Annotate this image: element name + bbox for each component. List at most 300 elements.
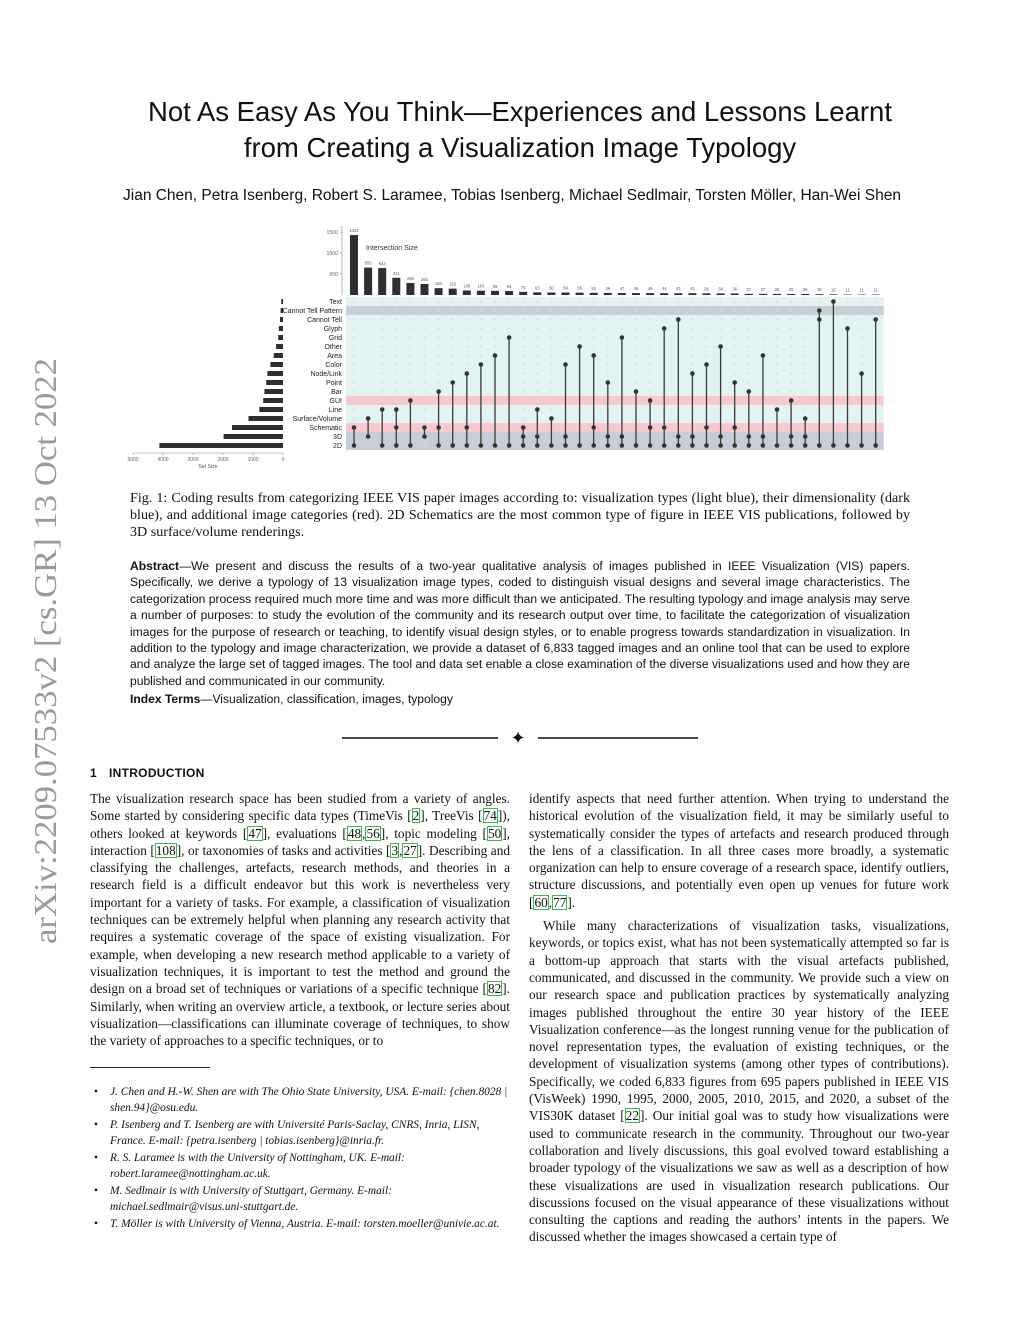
matrix-dot-filled	[563, 434, 568, 439]
intersection-bar-label: 103	[477, 283, 485, 289]
matrix-dot-empty	[649, 363, 651, 365]
matrix-dot-filled	[704, 443, 709, 448]
matrix-dot-empty	[494, 300, 496, 302]
matrix-dot-filled	[465, 425, 470, 430]
intersection-bar-label: 43	[675, 286, 681, 292]
intersection-bar	[787, 294, 795, 295]
matrix-dot-empty	[367, 408, 369, 410]
matrix-dot-empty	[607, 372, 609, 374]
matrix-dot-empty	[691, 318, 693, 320]
intersection-bar-label: 99	[492, 283, 498, 289]
matrix-dot-empty	[776, 354, 778, 356]
citation-link[interactable]: 47	[248, 825, 262, 841]
text-run: The visualization research space has been studied from a variety of angles. Some started by considering specific data types (TimeVis [	[90, 791, 510, 824]
matrix-dot-filled	[690, 371, 695, 376]
matrix-dot-filled	[620, 443, 625, 448]
matrix-dot-filled	[422, 425, 427, 430]
matrix-dot-filled	[775, 407, 780, 412]
matrix-dot-filled	[422, 434, 427, 439]
matrix-dot-empty	[748, 381, 750, 383]
matrix-row-bg	[346, 297, 884, 306]
intersection-bar-label: 44	[661, 286, 667, 292]
matrix-dot-empty	[564, 336, 566, 338]
matrix-dot-empty	[466, 309, 468, 311]
matrix-dot-empty	[508, 300, 510, 302]
footnote-item: • P. Isenberg and T. Isenberg are with Université Paris-Saclay, CNRS, Inria, LISN, France. E-mail: {petra.isenberg | tobias.isenberg}@inria.fr.	[90, 1118, 515, 1149]
matrix-dot-filled	[859, 443, 864, 448]
set-size-bar	[280, 317, 283, 322]
matrix-dot-empty	[367, 381, 369, 383]
matrix-dot-empty	[635, 354, 637, 356]
matrix-dot-empty	[423, 300, 425, 302]
matrix-dot-filled	[718, 443, 723, 448]
matrix-dot-empty	[466, 318, 468, 320]
intersection-bar-label: 655	[364, 260, 372, 266]
matrix-dot-empty	[381, 399, 383, 401]
matrix-dot-empty	[579, 309, 581, 311]
matrix-dot-empty	[649, 327, 651, 329]
matrix-dot-empty	[395, 381, 397, 383]
matrix-dot-empty	[381, 327, 383, 329]
intersection-bar-label: 25	[802, 286, 808, 292]
matrix-dot-empty	[423, 417, 425, 419]
matrix-dot-empty	[734, 354, 736, 356]
intersection-bar-label: 411	[392, 270, 400, 276]
matrix-dot-filled	[591, 425, 596, 430]
matrix-dot-empty	[423, 309, 425, 311]
intersection-bar	[547, 292, 555, 295]
matrix-row-bg	[346, 405, 884, 414]
matrix-dot-empty	[381, 363, 383, 365]
matrix-dot-empty	[607, 327, 609, 329]
matrix-dot-filled	[521, 434, 526, 439]
upset-figure	[125, 220, 910, 480]
citation-link[interactable]: 77	[553, 894, 567, 910]
matrix-dot-filled	[563, 443, 568, 448]
matrix-dot-empty	[409, 300, 411, 302]
matrix-dot-filled	[408, 443, 413, 448]
set-size-bar	[159, 443, 283, 448]
intersection-bar	[463, 290, 471, 295]
matrix-dot-empty	[861, 327, 863, 329]
intersection-bar	[519, 292, 527, 295]
set-size-bar	[276, 344, 283, 349]
matrix-dot-empty	[734, 363, 736, 365]
footnote-item: • R. S. Laramee is with the University of Nottingham, UK. E-mail: robert.laramee@nottingham.ac.uk.	[90, 1151, 515, 1182]
matrix-dot-empty	[564, 345, 566, 347]
matrix-dot-empty	[423, 390, 425, 392]
matrix-dot-empty	[423, 372, 425, 374]
matrix-dot-filled	[436, 443, 441, 448]
matrix-row-bg	[346, 342, 884, 351]
matrix-dot-empty	[522, 399, 524, 401]
upset-chart	[125, 220, 910, 480]
matrix-dot-filled	[591, 353, 596, 358]
intersection-bar-label: 26	[774, 286, 780, 292]
matrix-dot-filled	[380, 407, 385, 412]
matrix-dot-empty	[536, 372, 538, 374]
matrix-dot-empty	[720, 318, 722, 320]
matrix-dot-empty	[381, 300, 383, 302]
matrix-dot-filled	[436, 425, 441, 430]
intersection-bar	[576, 293, 584, 295]
title-line-2: from Creating a Visualization Image Typology	[243, 132, 797, 163]
matrix-dot-empty	[691, 345, 693, 347]
matrix-dot-empty	[452, 345, 454, 347]
matrix-dot-filled	[747, 434, 752, 439]
matrix-dot-empty	[522, 336, 524, 338]
set-size-bar	[281, 299, 283, 304]
intersection-title: Intersection Size	[366, 245, 418, 252]
matrix-dot-empty	[353, 354, 355, 356]
matrix-dot-empty	[438, 336, 440, 338]
section-heading	[90, 766, 205, 780]
matrix-dot-empty	[353, 417, 355, 419]
matrix-row-bg	[346, 324, 884, 333]
matrix-dot-filled	[732, 380, 737, 385]
matrix-dot-empty	[466, 336, 468, 338]
matrix-dot-empty	[466, 363, 468, 365]
set-label: Other	[324, 343, 342, 351]
matrix-dot-empty	[705, 354, 707, 356]
matrix-dot-empty	[480, 318, 482, 320]
matrix-dot-empty	[762, 309, 764, 311]
matrix-dot-empty	[367, 336, 369, 338]
matrix-dot-filled	[704, 425, 709, 430]
matrix-dot-empty	[776, 399, 778, 401]
matrix-dot-empty	[734, 336, 736, 338]
matrix-dot-empty	[593, 327, 595, 329]
matrix-dot-empty	[395, 336, 397, 338]
matrix-dot-empty	[804, 408, 806, 410]
matrix-dot-filled	[873, 443, 878, 448]
footnote-item: • J. Chen and H.-W. Shen are with The Ohio State University, USA. E-mail: {chen.8028 | shen.94}@osu.edu.	[90, 1085, 515, 1116]
matrix-dot-filled	[648, 443, 653, 448]
matrix-dot-filled	[831, 299, 836, 304]
matrix-dot-empty	[367, 300, 369, 302]
matrix-row-bg	[346, 387, 884, 396]
matrix-dot-filled	[549, 416, 554, 421]
matrix-dot-empty	[395, 309, 397, 311]
matrix-dot-empty	[409, 363, 411, 365]
matrix-dot-empty	[649, 345, 651, 347]
matrix-dot-empty	[536, 354, 538, 356]
matrix-dot-empty	[409, 336, 411, 338]
matrix-dot-empty	[607, 318, 609, 320]
matrix-dot-empty	[607, 354, 609, 356]
matrix-dot-empty	[705, 309, 707, 311]
set-label: Cannot Tell	[307, 316, 342, 324]
matrix-dot-empty	[776, 300, 778, 302]
citation-link[interactable]: 22	[625, 1108, 639, 1124]
matrix-dot-empty	[790, 318, 792, 320]
matrix-dot-empty	[522, 372, 524, 374]
matrix-dot-empty	[607, 336, 609, 338]
matrix-dot-filled	[521, 443, 526, 448]
matrix-dot-empty	[720, 336, 722, 338]
set-size-bar	[266, 380, 283, 385]
citation-link[interactable]: 2	[412, 808, 420, 824]
matrix-dot-empty	[635, 318, 637, 320]
intersection-bar	[562, 293, 570, 295]
matrix-dot-empty	[649, 300, 651, 302]
matrix-dot-empty	[452, 327, 454, 329]
matrix-dot-filled	[352, 425, 357, 430]
matrix-dot-empty	[381, 336, 383, 338]
matrix-dot-empty	[734, 309, 736, 311]
matrix-dot-filled	[690, 443, 695, 448]
matrix-dot-empty	[423, 408, 425, 410]
matrix-dot-empty	[550, 300, 552, 302]
citation-link[interactable]: 82	[487, 981, 502, 997]
matrix-dot-empty	[804, 363, 806, 365]
matrix-dot-empty	[677, 309, 679, 311]
matrix-dot-empty	[536, 381, 538, 383]
citation-link[interactable]: 56	[366, 825, 380, 841]
matrix-dot-empty	[804, 309, 806, 311]
abstract	[130, 558, 910, 689]
intersection-bar-label: 15	[831, 287, 836, 293]
matrix-dot-filled	[591, 443, 596, 448]
matrix-dot-empty	[748, 309, 750, 311]
matrix-dot-empty	[635, 381, 637, 383]
intersection-bar	[688, 293, 696, 295]
title-line-1: Not As Easy As You Think—Experiences and Lessons Learnt	[148, 96, 892, 127]
matrix-dot-empty	[423, 444, 425, 446]
matrix-dot-empty	[438, 363, 440, 365]
matrix-dot-empty	[748, 318, 750, 320]
matrix-dot-empty	[381, 318, 383, 320]
matrix-dot-filled	[521, 425, 526, 430]
matrix-dot-empty	[635, 300, 637, 302]
matrix-dot-empty	[846, 318, 848, 320]
footnote-rule	[90, 1067, 210, 1068]
matrix-dot-empty	[367, 390, 369, 392]
matrix-dot-empty	[480, 336, 482, 338]
matrix-dot-filled	[450, 443, 455, 448]
set-label: Text	[329, 298, 342, 306]
matrix-dot-empty	[579, 327, 581, 329]
set-label: Line	[328, 406, 342, 414]
matrix-dot-filled	[535, 434, 540, 439]
set-size-axis-title: Set Size	[198, 464, 218, 470]
intersection-tick-label: 1000	[326, 251, 338, 258]
text-run: ], TreeVis [	[420, 808, 483, 824]
matrix-dot-empty	[423, 327, 425, 329]
intersection-bar	[703, 293, 711, 295]
text-run: ]. Describing and classifying the challenges, artefacts, research methods, and theories in a research field is a difficult endeavor but this work is nevertheless very important for a variety of tasks. For example, a classification of visualization techniques can be extremely helpful when planning any research activity that requires a systematic coverage of the space of existing visualization. For example, when developing a new research method applicable to a variety of visualization techniques, it is important to test the method and ground the design on a broad set of techniques or variations of a specific technique [	[90, 842, 510, 997]
citation-link[interactable]: 3	[391, 842, 399, 858]
matrix-dot-empty	[423, 336, 425, 338]
matrix-dot-filled	[873, 317, 878, 322]
matrix-dot-empty	[409, 372, 411, 374]
matrix-dot-empty	[790, 345, 792, 347]
set-label: 3D	[333, 433, 342, 441]
intersection-bar-label: 43	[690, 286, 695, 292]
matrix-dot-filled	[662, 326, 667, 331]
set-label: Surface/Volume	[292, 415, 342, 423]
intersection-bar-label: 46	[633, 286, 639, 292]
matrix-dot-empty	[635, 309, 637, 311]
matrix-dot-filled	[606, 443, 611, 448]
matrix-dot-empty	[381, 345, 383, 347]
intersection-bar-label: 643	[378, 261, 386, 267]
matrix-dot-empty	[635, 336, 637, 338]
matrix-dot-empty	[452, 372, 454, 374]
matrix-dot-empty	[748, 354, 750, 356]
intersection-bar-label: 39	[704, 286, 709, 292]
matrix-dot-empty	[438, 327, 440, 329]
matrix-dot-empty	[677, 300, 679, 302]
matrix-row-bg	[346, 351, 884, 360]
intersection-bar-label: 36	[732, 286, 738, 292]
set-size-tick-label: 5000	[127, 457, 139, 463]
matrix-dot-filled	[479, 443, 484, 448]
matrix-dot-empty	[649, 381, 651, 383]
matrix-dot-filled	[662, 425, 667, 430]
matrix-dot-empty	[804, 354, 806, 356]
matrix-dot-empty	[776, 309, 778, 311]
matrix-dot-empty	[550, 381, 552, 383]
citation-link[interactable]: 60	[534, 894, 548, 910]
matrix-dot-empty	[536, 345, 538, 347]
matrix-row-bg	[346, 315, 884, 324]
matrix-dot-empty	[776, 318, 778, 320]
matrix-dot-empty	[593, 309, 595, 311]
matrix-dot-empty	[550, 354, 552, 356]
matrix-dot-empty	[790, 354, 792, 356]
matrix-dot-empty	[536, 336, 538, 338]
intersection-bar-label: 49	[605, 285, 611, 291]
set-label: Node/Link	[310, 370, 342, 378]
matrix-dot-empty	[748, 372, 750, 374]
matrix-dot-empty	[607, 300, 609, 302]
matrix-dot-filled	[479, 362, 484, 367]
intersection-tick-label: 500	[329, 272, 338, 279]
matrix-dot-empty	[409, 390, 411, 392]
matrix-dot-empty	[438, 318, 440, 320]
matrix-dot-empty	[804, 381, 806, 383]
matrix-dot-empty	[452, 363, 454, 365]
matrix-dot-empty	[804, 390, 806, 392]
matrix-dot-empty	[804, 327, 806, 329]
matrix-dot-filled	[450, 380, 455, 385]
intersection-bar-label: 45	[647, 286, 653, 292]
matrix-dot-empty	[395, 300, 397, 302]
abstract-label: Abstract	[130, 559, 180, 573]
matrix-dot-empty	[762, 345, 764, 347]
matrix-dot-empty	[691, 354, 693, 356]
text-run: ].	[567, 894, 576, 910]
matrix-dot-empty	[367, 372, 369, 374]
matrix-dot-filled	[465, 443, 470, 448]
matrix-dot-filled	[366, 434, 371, 439]
matrix-dot-empty	[367, 327, 369, 329]
matrix-dot-empty	[861, 354, 863, 356]
matrix-dot-empty	[438, 345, 440, 347]
citation-link[interactable]: 27	[403, 842, 417, 858]
matrix-dot-filled	[634, 389, 639, 394]
matrix-dot-empty	[564, 327, 566, 329]
matrix-dot-empty	[381, 309, 383, 311]
matrix-dot-empty	[522, 354, 524, 356]
footnote-item: • M. Sedlmair is with University of Stuttgart, Germany. E-mail: michael.sedlmair@visus.uni-stuttgart.de.	[90, 1184, 515, 1215]
divider-star-icon: ✦	[510, 728, 526, 748]
matrix-dot-empty	[691, 327, 693, 329]
matrix-dot-empty	[550, 345, 552, 347]
right-column	[529, 790, 949, 1252]
intersection-bar	[604, 293, 612, 295]
matrix-dot-empty	[522, 345, 524, 347]
matrix-dot-empty	[705, 345, 707, 347]
set-size-tick-label: 4000	[157, 457, 169, 463]
matrix-dot-empty	[381, 372, 383, 374]
intersection-bar	[350, 235, 358, 295]
matrix-dot-empty	[409, 318, 411, 320]
matrix-dot-empty	[480, 354, 482, 356]
matrix-dot-empty	[635, 345, 637, 347]
matrix-dot-empty	[649, 336, 651, 338]
matrix-dot-empty	[367, 345, 369, 347]
intersection-bar	[660, 293, 668, 295]
citation-link[interactable]: 50	[487, 825, 502, 841]
matrix-dot-empty	[635, 363, 637, 365]
matrix-dot-empty	[536, 390, 538, 392]
set-size-bar	[232, 425, 283, 430]
citation-link[interactable]: 48	[347, 825, 362, 841]
matrix-dot-empty	[367, 318, 369, 320]
matrix-dot-empty	[790, 381, 792, 383]
matrix-dot-empty	[861, 345, 863, 347]
matrix-dot-empty	[564, 300, 566, 302]
matrix-dot-filled	[366, 416, 371, 421]
intersection-bar-label: 11	[859, 287, 864, 293]
citation-link[interactable]: 74	[483, 808, 497, 824]
matrix-dot-filled	[718, 434, 723, 439]
intersection-bar	[773, 294, 781, 295]
matrix-dot-empty	[593, 318, 595, 320]
set-size-bar	[281, 308, 283, 313]
matrix-dot-empty	[550, 399, 552, 401]
intersection-bar	[533, 292, 541, 295]
index-terms-text: —Visualization, classification, images, typology	[200, 692, 453, 706]
matrix-dot-empty	[550, 309, 552, 311]
matrix-dot-empty	[353, 336, 355, 338]
matrix-dot-empty	[381, 354, 383, 356]
set-label: Point	[326, 379, 342, 387]
matrix-dot-filled	[620, 434, 625, 439]
intersection-bar	[406, 283, 414, 295]
matrix-dot-empty	[395, 318, 397, 320]
matrix-dot-empty	[550, 336, 552, 338]
matrix-dot-empty	[409, 345, 411, 347]
intersection-bar-label: 94	[506, 284, 512, 290]
matrix-dot-empty	[691, 363, 693, 365]
matrix-dot-empty	[762, 300, 764, 302]
matrix-dot-empty	[790, 327, 792, 329]
citation-link[interactable]: 108	[155, 842, 176, 858]
intersection-bar	[435, 288, 443, 295]
matrix-dot-empty	[550, 408, 552, 410]
intersection-bar	[378, 268, 386, 295]
index-terms-label: Index Terms	[130, 692, 201, 706]
matrix-dot-empty	[395, 363, 397, 365]
matrix-dot-filled	[465, 371, 470, 376]
matrix-dot-empty	[776, 363, 778, 365]
matrix-dot-filled	[606, 380, 611, 385]
matrix-dot-empty	[395, 390, 397, 392]
matrix-dot-empty	[776, 381, 778, 383]
